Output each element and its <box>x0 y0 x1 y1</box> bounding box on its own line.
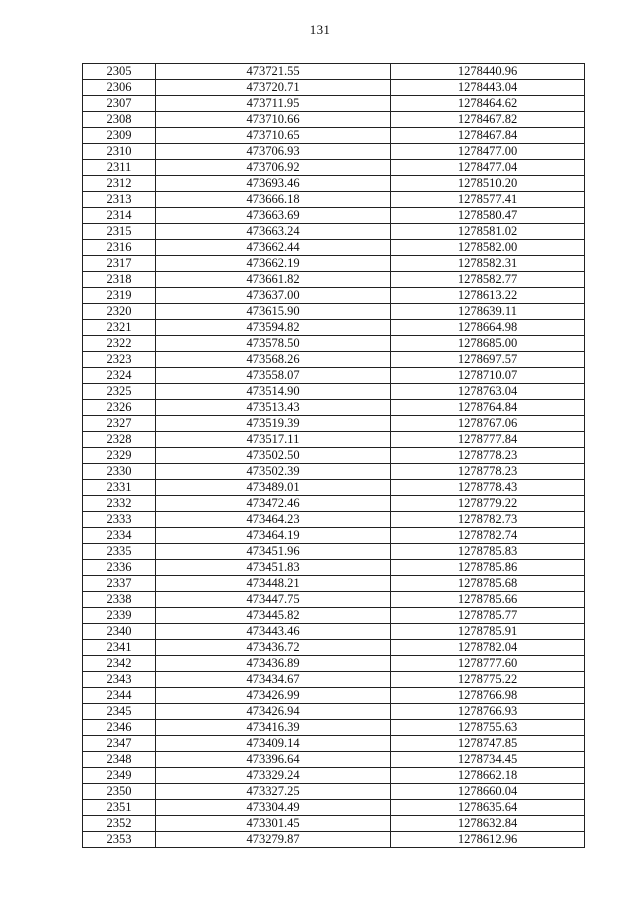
table-row <box>83 512 585 528</box>
y-coordinate-cell: 1278785.83 <box>391 544 585 560</box>
y-coordinate-cell: 1278580.47 <box>391 208 585 224</box>
x-coordinate-cell: 473502.50 <box>156 448 391 464</box>
table-row <box>83 400 585 416</box>
x-coordinate-cell: 473434.67 <box>156 672 391 688</box>
x-coordinate-cell: 473519.39 <box>156 416 391 432</box>
x-coordinate-cell: 473396.64 <box>156 752 391 768</box>
table-row <box>83 80 585 96</box>
table-row <box>83 448 585 464</box>
x-coordinate-cell: 473447.75 <box>156 592 391 608</box>
point-number-cell: 2350 <box>83 784 156 800</box>
y-coordinate-cell: 1278710.07 <box>391 368 585 384</box>
page-number: 131 <box>309 22 331 37</box>
x-coordinate-cell: 473663.69 <box>156 208 391 224</box>
y-coordinate-cell: 1278766.98 <box>391 688 585 704</box>
table-row <box>83 368 585 384</box>
table-row <box>83 64 585 80</box>
table-row <box>83 256 585 272</box>
point-number-cell: 2337 <box>83 576 156 592</box>
point-number-cell: 2344 <box>83 688 156 704</box>
y-coordinate-cell: 1278443.04 <box>391 80 585 96</box>
x-coordinate-cell: 473711.95 <box>156 96 391 112</box>
y-coordinate-cell: 1278639.11 <box>391 304 585 320</box>
y-coordinate-cell: 1278582.31 <box>391 256 585 272</box>
table-row <box>83 288 585 304</box>
x-coordinate-cell: 473568.26 <box>156 352 391 368</box>
table-row <box>83 336 585 352</box>
point-number-cell: 2353 <box>83 832 156 848</box>
point-number-cell: 2319 <box>83 288 156 304</box>
x-coordinate-cell: 473517.11 <box>156 432 391 448</box>
x-coordinate-cell: 473710.65 <box>156 128 391 144</box>
table-row <box>83 112 585 128</box>
x-coordinate-cell: 473666.18 <box>156 192 391 208</box>
x-coordinate-cell: 473720.71 <box>156 80 391 96</box>
table-row <box>83 608 585 624</box>
point-number-cell: 2326 <box>83 400 156 416</box>
y-coordinate-cell: 1278778.43 <box>391 480 585 496</box>
x-coordinate-cell: 473426.94 <box>156 704 391 720</box>
x-coordinate-cell: 473706.92 <box>156 160 391 176</box>
y-coordinate-cell: 1278764.84 <box>391 400 585 416</box>
point-number-cell: 2311 <box>83 160 156 176</box>
y-coordinate-cell: 1278582.77 <box>391 272 585 288</box>
table-row <box>83 752 585 768</box>
x-coordinate-cell: 473594.82 <box>156 320 391 336</box>
y-coordinate-cell: 1278632.84 <box>391 816 585 832</box>
point-number-cell: 2307 <box>83 96 156 112</box>
x-coordinate-cell: 473663.24 <box>156 224 391 240</box>
y-coordinate-cell: 1278782.74 <box>391 528 585 544</box>
x-coordinate-cell: 473451.83 <box>156 560 391 576</box>
point-number-cell: 2328 <box>83 432 156 448</box>
point-number-cell: 2336 <box>83 560 156 576</box>
y-coordinate-cell: 1278662.18 <box>391 768 585 784</box>
x-coordinate-cell: 473472.46 <box>156 496 391 512</box>
point-number-cell: 2314 <box>83 208 156 224</box>
table-row <box>83 192 585 208</box>
table-row <box>83 304 585 320</box>
point-number-cell: 2346 <box>83 720 156 736</box>
point-number-cell: 2324 <box>83 368 156 384</box>
y-coordinate-cell: 1278785.66 <box>391 592 585 608</box>
point-number-cell: 2308 <box>83 112 156 128</box>
y-coordinate-cell: 1278577.41 <box>391 192 585 208</box>
y-coordinate-cell: 1278763.04 <box>391 384 585 400</box>
point-number-cell: 2335 <box>83 544 156 560</box>
point-number-cell: 2306 <box>83 80 156 96</box>
y-coordinate-cell: 1278685.00 <box>391 336 585 352</box>
table-row <box>83 528 585 544</box>
point-number-cell: 2351 <box>83 800 156 816</box>
table-row <box>83 592 585 608</box>
point-number-cell: 2347 <box>83 736 156 752</box>
table-row <box>83 416 585 432</box>
x-coordinate-cell: 473662.19 <box>156 256 391 272</box>
x-coordinate-cell: 473558.07 <box>156 368 391 384</box>
y-coordinate-cell: 1278582.00 <box>391 240 585 256</box>
table-row <box>83 832 585 848</box>
x-coordinate-cell: 473489.01 <box>156 480 391 496</box>
y-coordinate-cell: 1278785.86 <box>391 560 585 576</box>
point-number-cell: 2316 <box>83 240 156 256</box>
x-coordinate-cell: 473502.39 <box>156 464 391 480</box>
y-coordinate-cell: 1278766.93 <box>391 704 585 720</box>
y-coordinate-cell: 1278755.63 <box>391 720 585 736</box>
y-coordinate-cell: 1278782.73 <box>391 512 585 528</box>
table-row <box>83 800 585 816</box>
x-coordinate-cell: 473662.44 <box>156 240 391 256</box>
table-row <box>83 160 585 176</box>
y-coordinate-cell: 1278467.82 <box>391 112 585 128</box>
y-coordinate-cell: 1278777.60 <box>391 656 585 672</box>
x-coordinate-cell: 473301.45 <box>156 816 391 832</box>
point-number-cell: 2339 <box>83 608 156 624</box>
x-coordinate-cell: 473710.66 <box>156 112 391 128</box>
y-coordinate-cell: 1278635.64 <box>391 800 585 816</box>
table-row <box>83 176 585 192</box>
point-number-cell: 2318 <box>83 272 156 288</box>
y-coordinate-cell: 1278613.22 <box>391 288 585 304</box>
point-number-cell: 2332 <box>83 496 156 512</box>
table-row <box>83 544 585 560</box>
y-coordinate-cell: 1278747.85 <box>391 736 585 752</box>
point-number-cell: 2309 <box>83 128 156 144</box>
table-row <box>83 816 585 832</box>
x-coordinate-cell: 473436.72 <box>156 640 391 656</box>
point-number-cell: 2348 <box>83 752 156 768</box>
table-row <box>83 560 585 576</box>
y-coordinate-cell: 1278778.23 <box>391 464 585 480</box>
x-coordinate-cell: 473721.55 <box>156 64 391 80</box>
point-number-cell: 2333 <box>83 512 156 528</box>
y-coordinate-cell: 1278782.04 <box>391 640 585 656</box>
y-coordinate-cell: 1278734.45 <box>391 752 585 768</box>
x-coordinate-cell: 473637.00 <box>156 288 391 304</box>
table-row <box>83 656 585 672</box>
point-number-cell: 2352 <box>83 816 156 832</box>
table-row <box>83 624 585 640</box>
x-coordinate-cell: 473304.49 <box>156 800 391 816</box>
coordinates-table-body <box>83 64 585 848</box>
x-coordinate-cell: 473329.24 <box>156 768 391 784</box>
x-coordinate-cell: 473409.14 <box>156 736 391 752</box>
y-coordinate-cell: 1278510.20 <box>391 176 585 192</box>
x-coordinate-cell: 473416.39 <box>156 720 391 736</box>
table-row <box>83 432 585 448</box>
x-coordinate-cell: 473436.89 <box>156 656 391 672</box>
table-row <box>83 720 585 736</box>
table-row <box>83 688 585 704</box>
table-row <box>83 496 585 512</box>
x-coordinate-cell: 473693.46 <box>156 176 391 192</box>
point-number-cell: 2330 <box>83 464 156 480</box>
point-number-cell: 2323 <box>83 352 156 368</box>
y-coordinate-cell: 1278660.04 <box>391 784 585 800</box>
y-coordinate-cell: 1278785.68 <box>391 576 585 592</box>
point-number-cell: 2341 <box>83 640 156 656</box>
table-row <box>83 464 585 480</box>
y-coordinate-cell: 1278697.57 <box>391 352 585 368</box>
y-coordinate-cell: 1278785.77 <box>391 608 585 624</box>
y-coordinate-cell: 1278775.22 <box>391 672 585 688</box>
x-coordinate-cell: 473279.87 <box>156 832 391 848</box>
point-number-cell: 2327 <box>83 416 156 432</box>
table-row <box>83 576 585 592</box>
x-coordinate-cell: 473451.96 <box>156 544 391 560</box>
table-row <box>83 240 585 256</box>
point-number-cell: 2321 <box>83 320 156 336</box>
point-number-cell: 2317 <box>83 256 156 272</box>
point-number-cell: 2340 <box>83 624 156 640</box>
x-coordinate-cell: 473513.43 <box>156 400 391 416</box>
table-row <box>83 96 585 112</box>
x-coordinate-cell: 473426.99 <box>156 688 391 704</box>
point-number-cell: 2331 <box>83 480 156 496</box>
x-coordinate-cell: 473443.46 <box>156 624 391 640</box>
point-number-cell: 2310 <box>83 144 156 160</box>
table-row <box>83 640 585 656</box>
table-row <box>83 320 585 336</box>
table-row <box>83 384 585 400</box>
y-coordinate-cell: 1278440.96 <box>391 64 585 80</box>
point-number-cell: 2334 <box>83 528 156 544</box>
x-coordinate-cell: 473448.21 <box>156 576 391 592</box>
table-row <box>83 736 585 752</box>
x-coordinate-cell: 473445.82 <box>156 608 391 624</box>
x-coordinate-cell: 473327.25 <box>156 784 391 800</box>
x-coordinate-cell: 473464.19 <box>156 528 391 544</box>
point-number-cell: 2320 <box>83 304 156 320</box>
y-coordinate-cell: 1278612.96 <box>391 832 585 848</box>
point-number-cell: 2329 <box>83 448 156 464</box>
point-number-cell: 2312 <box>83 176 156 192</box>
point-number-cell: 2305 <box>83 64 156 80</box>
y-coordinate-cell: 1278467.84 <box>391 128 585 144</box>
point-number-cell: 2342 <box>83 656 156 672</box>
y-coordinate-cell: 1278785.91 <box>391 624 585 640</box>
x-coordinate-cell: 473578.50 <box>156 336 391 352</box>
table-row <box>83 768 585 784</box>
x-coordinate-cell: 473706.93 <box>156 144 391 160</box>
table-row <box>83 272 585 288</box>
point-number-cell: 2313 <box>83 192 156 208</box>
table-row <box>83 480 585 496</box>
y-coordinate-cell: 1278778.23 <box>391 448 585 464</box>
point-number-cell: 2315 <box>83 224 156 240</box>
x-coordinate-cell: 473514.90 <box>156 384 391 400</box>
x-coordinate-cell: 473661.82 <box>156 272 391 288</box>
y-coordinate-cell: 1278464.62 <box>391 96 585 112</box>
table-row <box>83 784 585 800</box>
y-coordinate-cell: 1278777.84 <box>391 432 585 448</box>
table-row <box>83 144 585 160</box>
point-number-cell: 2345 <box>83 704 156 720</box>
table-row <box>83 672 585 688</box>
point-number-cell: 2349 <box>83 768 156 784</box>
x-coordinate-cell: 473615.90 <box>156 304 391 320</box>
point-number-cell: 2338 <box>83 592 156 608</box>
coordinates-table <box>82 63 585 848</box>
x-coordinate-cell: 473464.23 <box>156 512 391 528</box>
table-row <box>83 128 585 144</box>
y-coordinate-cell: 1278477.00 <box>391 144 585 160</box>
point-number-cell: 2322 <box>83 336 156 352</box>
point-number-cell: 2325 <box>83 384 156 400</box>
y-coordinate-cell: 1278664.98 <box>391 320 585 336</box>
y-coordinate-cell: 1278581.02 <box>391 224 585 240</box>
table-row <box>83 224 585 240</box>
y-coordinate-cell: 1278779.22 <box>391 496 585 512</box>
table-row <box>83 352 585 368</box>
y-coordinate-cell: 1278477.04 <box>391 160 585 176</box>
point-number-cell: 2343 <box>83 672 156 688</box>
y-coordinate-cell: 1278767.06 <box>391 416 585 432</box>
table-row <box>83 208 585 224</box>
table-row <box>83 704 585 720</box>
